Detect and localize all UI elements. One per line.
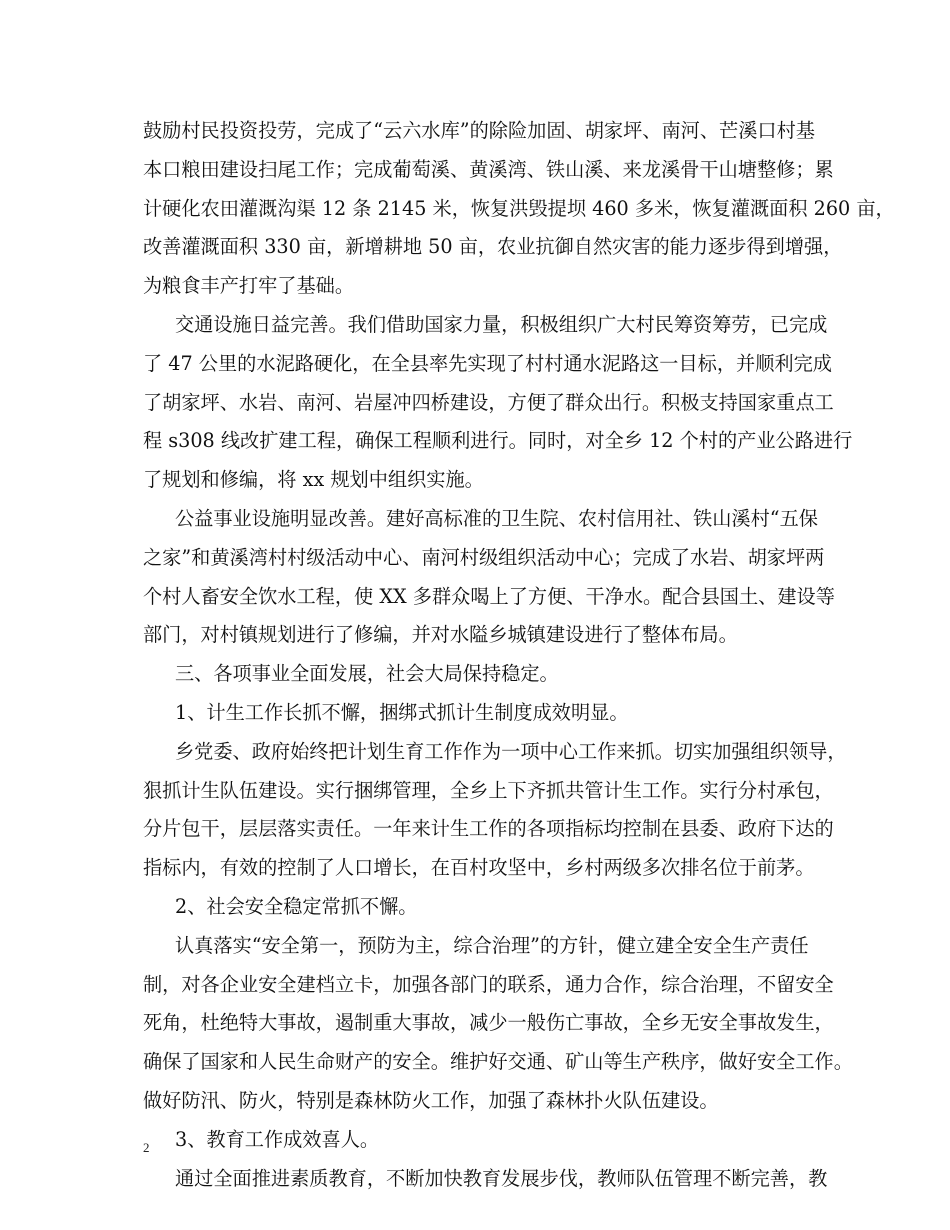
text-line: 本口粮田建设扫尾工作；完成葡萄溪、黄溪湾、铁山溪、来龙溪骨干山塘整修；累 — [143, 157, 834, 181]
text-line: 1、计生工作长抓不懈，捆绑式抓计生制度成效明显。 — [175, 700, 629, 724]
text-line: 死角，杜绝特大事故，遏制重大事故，减少一般伤亡事故，全乡无安全事故发生， — [143, 1011, 834, 1035]
text-line: 计硬化农田灌溉沟渠 12 条 2145 米，恢复洪毁提坝 460 多米，恢复灌溉面积 260 亩， — [143, 196, 895, 220]
text-line: 制，对各企业安全建档立卡，加强各部门的联系，通力合作，综合治理，不留安全 — [143, 972, 834, 996]
text-line: 做好防汛、防火，特别是森林防火工作，加强了森林扑火队伍建设。 — [143, 1088, 719, 1112]
text-line: 狠抓计生队伍建设。实行捆绑管理，全乡上下齐抓共管计生工作。实行分村承包， — [143, 778, 834, 802]
text-line: 2、社会安全稳定常抓不懈。 — [175, 894, 418, 918]
text-line: 指标内，有效的控制了人口增长，在百村攻坚中，乡村两级多次排名位于前茅。 — [143, 856, 815, 880]
text-line: 三、各项事业全面发展，社会大局保持稳定。 — [175, 662, 559, 686]
text-line: 个村人畜安全饮水工程，使 XX 多群众喝上了方便、干净水。配合县国土、建设等 — [143, 584, 835, 608]
text-line: 之家”和黄溪湾村村级活动中心、南河村级组织活动中心；完成了水岩、胡家坪两 — [143, 545, 825, 569]
text-line: 3、教育工作成效喜人。 — [175, 1127, 380, 1151]
text-line: 确保了国家和人民生命财产的安全。维护好交通、矿山等生产秩序，做好安全工作。 — [143, 1050, 853, 1074]
text-line: 部门，对村镇规划进行了修编，并对水隘乡城镇建设进行了整体布局。 — [143, 623, 738, 647]
text-line: 交通设施日益完善。我们借助国家力量，积极组织广大村民筹资筹劳，已完成 — [175, 312, 828, 336]
text-line: 改善灌溉面积 330 亩，新增耕地 50 亩，农业抗御自然灾害的能力逐步得到增强， — [143, 235, 843, 259]
text-line: 了 47 公里的水泥路硬化，在全县率先实现了村村通水泥路这一目标，并顺利完成 — [143, 351, 832, 375]
page-number: 2 — [143, 1140, 150, 1155]
text-line: 了规划和修编，将 xx 规划中组织实施。 — [143, 468, 484, 492]
text-line: 认真落实“安全第一，预防为主，综合治理”的方针，健立建全安全生产责任 — [175, 933, 809, 957]
text-line: 乡党委、政府始终把计划生育工作作为一项中心工作来抓。切实加强组织领导， — [175, 739, 847, 763]
text-line: 分片包干，层层落实责任。一年来计生工作的各项指标均控制在县委、政府下达的 — [143, 817, 834, 841]
text-line: 通过全面推进素质教育，不断加快教育发展步伐，教师队伍管理不断完善，教 — [175, 1166, 828, 1190]
text-line: 了胡家坪、水岩、南河、岩屋冲四桥建设，方便了群众出行。积极支持国家重点工 — [143, 390, 834, 414]
body-text — [143, 112, 895, 1198]
text-line: 程 s308 线改扩建工程，确保工程顺利进行。同时，对全乡 12 个村的产业公路进行 — [143, 429, 853, 453]
text-line: 鼓励村民投资投劳，完成了“云六水库”的除险加固、胡家坪、南河、芒溪口村基 — [143, 119, 815, 142]
text-line: 为粮食丰产打牢了基础。 — [143, 274, 355, 298]
text-line: 公益事业设施明显改善。建好高标准的卫生院、农村信用社、铁山溪村“五保 — [175, 506, 818, 530]
